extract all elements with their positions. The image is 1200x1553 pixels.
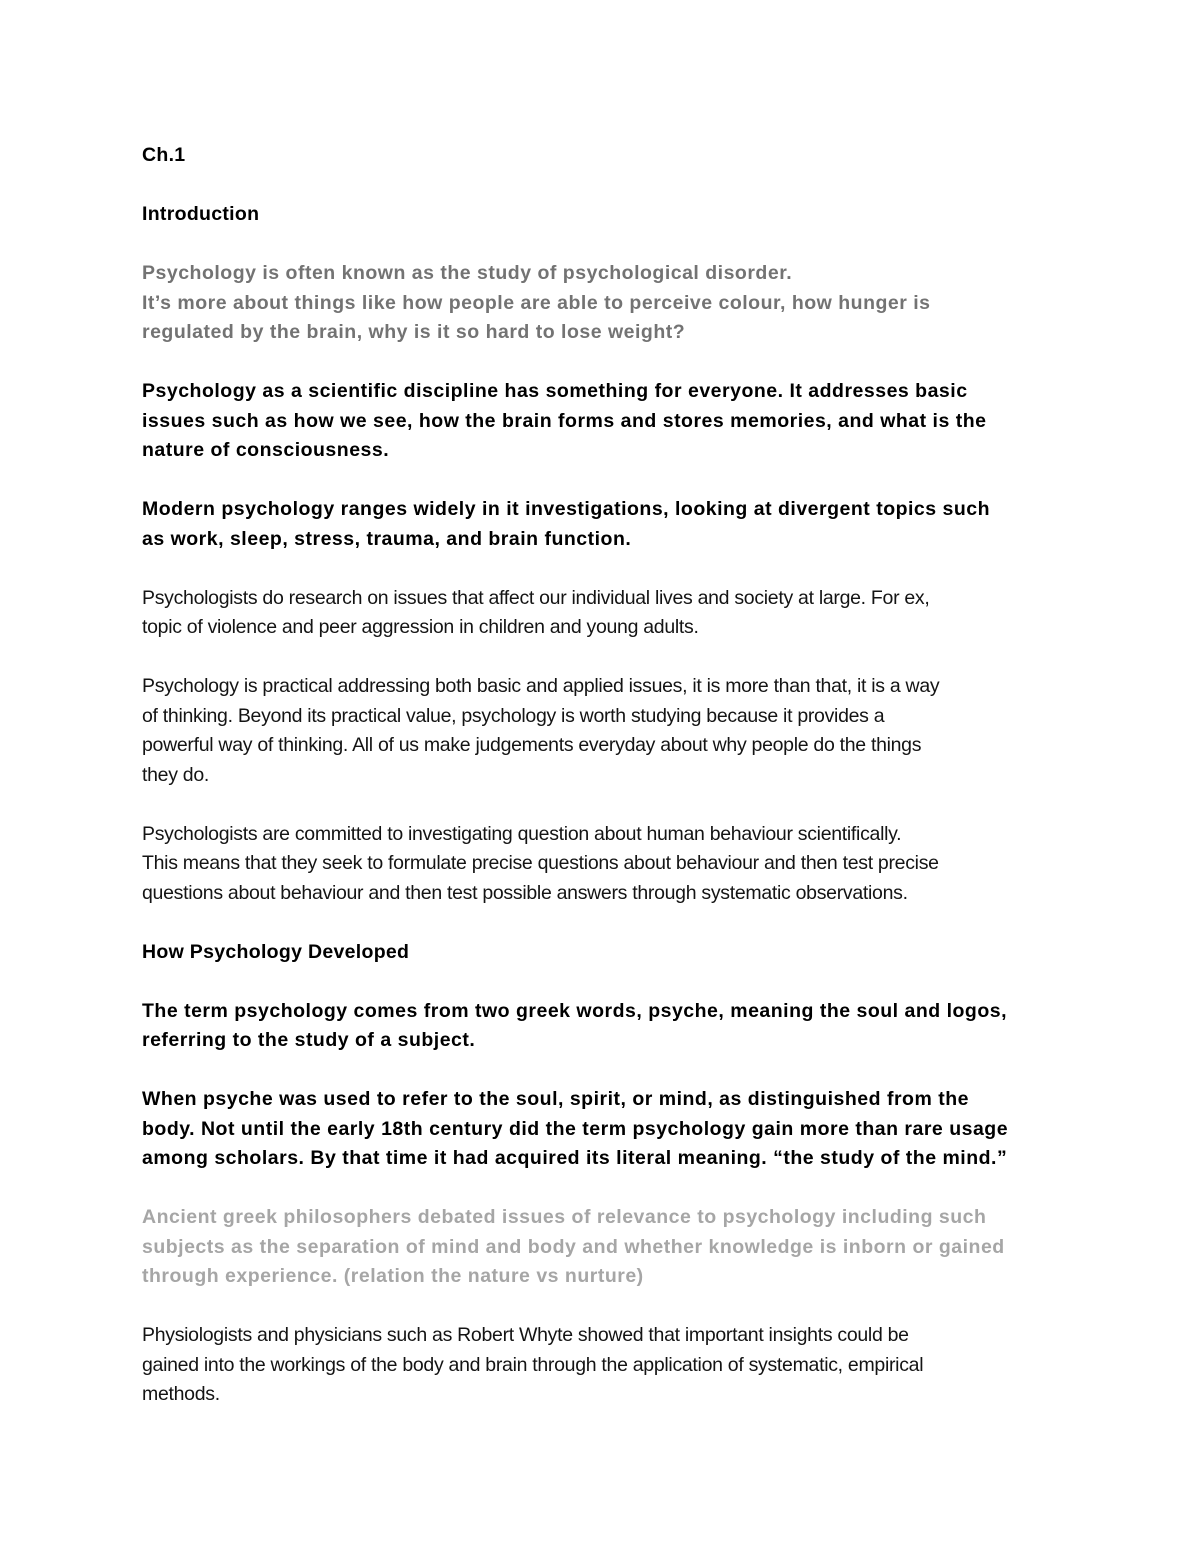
paragraph-physiologists: Physiologists and physicians such as Robert Whyte showed that important insights could be gained into the workings of the body and brain through the application of systematic, empirical methods. xyxy=(142,1324,924,1405)
paragraph-scientific-method: Psychologists are committed to investigating question about human behaviour scientifically. This means that they seek to formulate precise questions about behaviour and then test precise questions about behaviour and then test possible answers through systematic observations. xyxy=(142,822,939,904)
paragraph-practical: Psychology is practical addressing both basic and applied issues, it is more than that, it is a way of thinking. Beyond its practical value, psychology is worth studying because it provides a powerful way of thinking. All of us make judgements everyday about why people do the things they do. xyxy=(142,675,940,786)
chapter-label: Ch.1 xyxy=(142,144,186,166)
paragraph-modern-psychology: Modern psychology ranges widely in it investigations, looking at divergent topics such as work, sleep, stress, trauma, and brain function. xyxy=(142,498,991,550)
section-heading-history: How Psychology Developed xyxy=(142,940,410,963)
paragraph-scientific-discipline: Psychology as a scientific discipline has something for everyone. It addresses basic issues such as how we see, how the brain forms and stores memories, and what is the nature of consciousness. xyxy=(142,380,987,461)
paragraph-etymology: The term psychology comes from two greek words, psyche, meaning the soul and logos, referring to the study of a subject. xyxy=(142,999,1008,1051)
paragraph-greek-philosophers: Ancient greek philosophers debated issues of relevance to psychology including such subjects as the separation of mind and body and whether knowledge is inborn or gained through experience. (relation the nature vs nurture) xyxy=(142,1206,1005,1287)
paragraph-psyche-meaning: When psyche was used to refer to the soul, spirit, or mind, as distinguished from the body. Not until the early 18th century did the term psychology gain more than rare usage among scholars. By that time it had acquired its literal meaning. “the study of the mind.” xyxy=(142,1088,1009,1169)
paragraph-research: Psychologists do research on issues that affect our individual lives and society at large. For ex, topic of violence and peer aggression in children and young adults. xyxy=(142,586,930,638)
section-heading-introduction: Introduction xyxy=(142,203,260,225)
paragraph-definition: Psychology is often known as the study of psychological disorder. It’s more about things like how people are able to perceive colour, how hunger is regulated by the brain, why is it so hard to lose weight? xyxy=(142,262,931,343)
document-page xyxy=(142,141,1067,1439)
